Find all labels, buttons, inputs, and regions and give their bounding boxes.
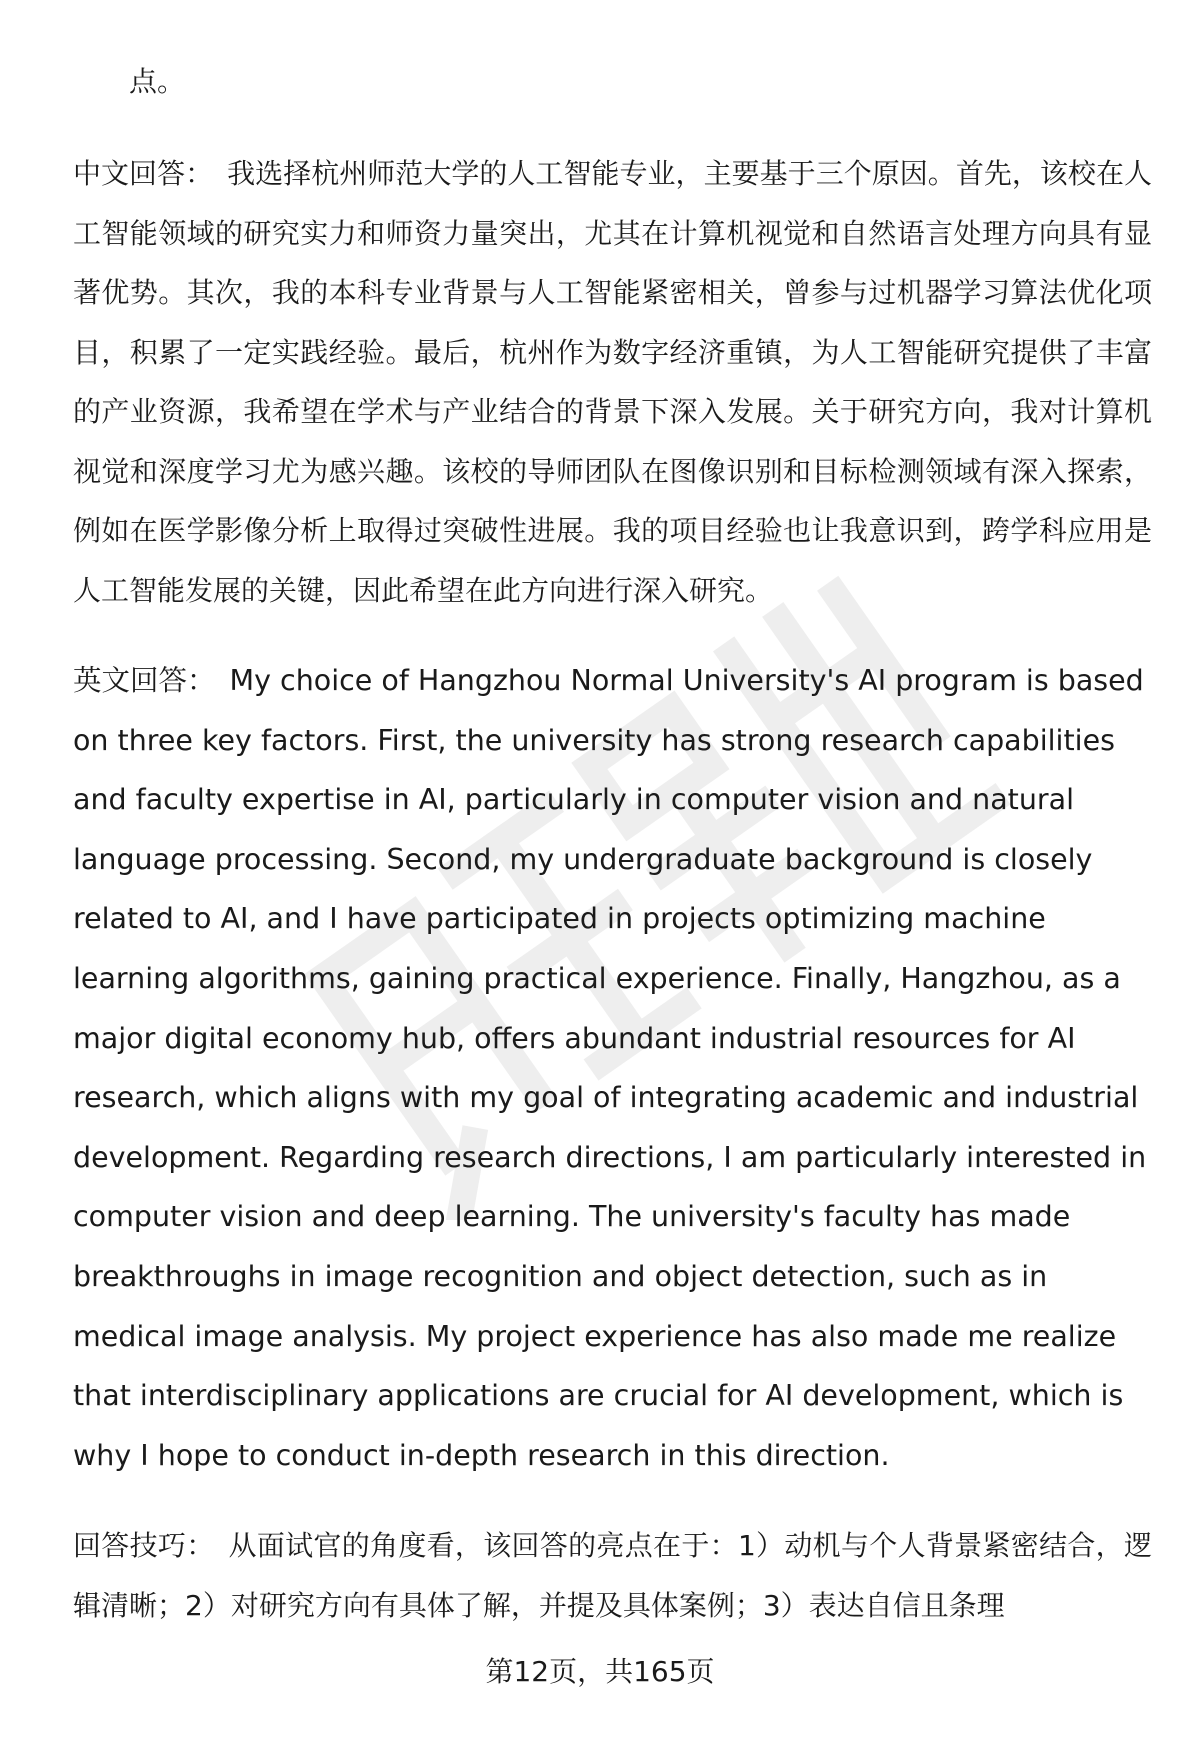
- chinese-answer: [73, 144, 1152, 620]
- chinese-answer-label: 中文回答：: [73, 157, 214, 190]
- page-number-footer: 第12页，共165页: [485, 1655, 715, 1688]
- english-answer-text: My choice of Hangzhou Normal University's AI program is based on three key factors. First, the university has strong research capabilities and faculty expertise in AI, particularly in computer vision and natural language processing. Second, my undergraduate background is closely related to AI, and I have participated in projects optimizing machine learning algorithms, gaining practical experience. Finally, Hangzhou, as a major digital economy hub, offers abundant industrial resources for AI research, which aligns with my goal of integrating academic and industrial development. Regarding research directions, I am particularly interested in computer vision and deep learning. The university's faculty has made breakthroughs in image recognition and object detection, such as in medical image analysis. My project experience has also made me realize that interdisciplinary applications are crucial for AI development, which is why I hope to conduct in-depth research in this direction.: [73, 664, 1147, 1472]
- english-answer: [73, 651, 1152, 1485]
- answer-tips-label: 回答技巧：: [73, 1529, 215, 1563]
- answer-tips-text: 从面试官的角度看，该回答的亮点在于：1）动机与个人背景紧密结合，逻辑清晰；2）对研究方向有具体了解，并提及具体案例；3）表达自信且条理: [73, 1529, 1152, 1622]
- continuation-text: 点。: [129, 65, 186, 98]
- answer-tips: [73, 1516, 1152, 1635]
- english-answer-label: 英文回答：: [73, 664, 216, 697]
- chinese-answer-text: 我选择杭州师范大学的人工智能专业，主要基于三个原因。首先，该校在人工智能领域的研究实力和师资力量突出，尤其在计算机视觉和自然语言处理方向具有显著优势。其次，我的本科专业背景与人工智能紧密相关，曾参与过机器学习算法优化项目，积累了一定实践经验。最后，杭州作为数字经济重镇，为人工智能研究提供了丰富的产业资源，我希望在学术与产业结合的背景下深入发展。关于研究方向，我对计算机视觉和深度学习尤为感兴趣。该校的导师团队在图像识别和目标检测领域有深入探索，例如在医学影像分析上取得过突破性进展。我的项目经验也让我意识到，跨学科应用是人工智能发展的关键，因此希望在此方向进行深入研究。: [73, 157, 1152, 607]
